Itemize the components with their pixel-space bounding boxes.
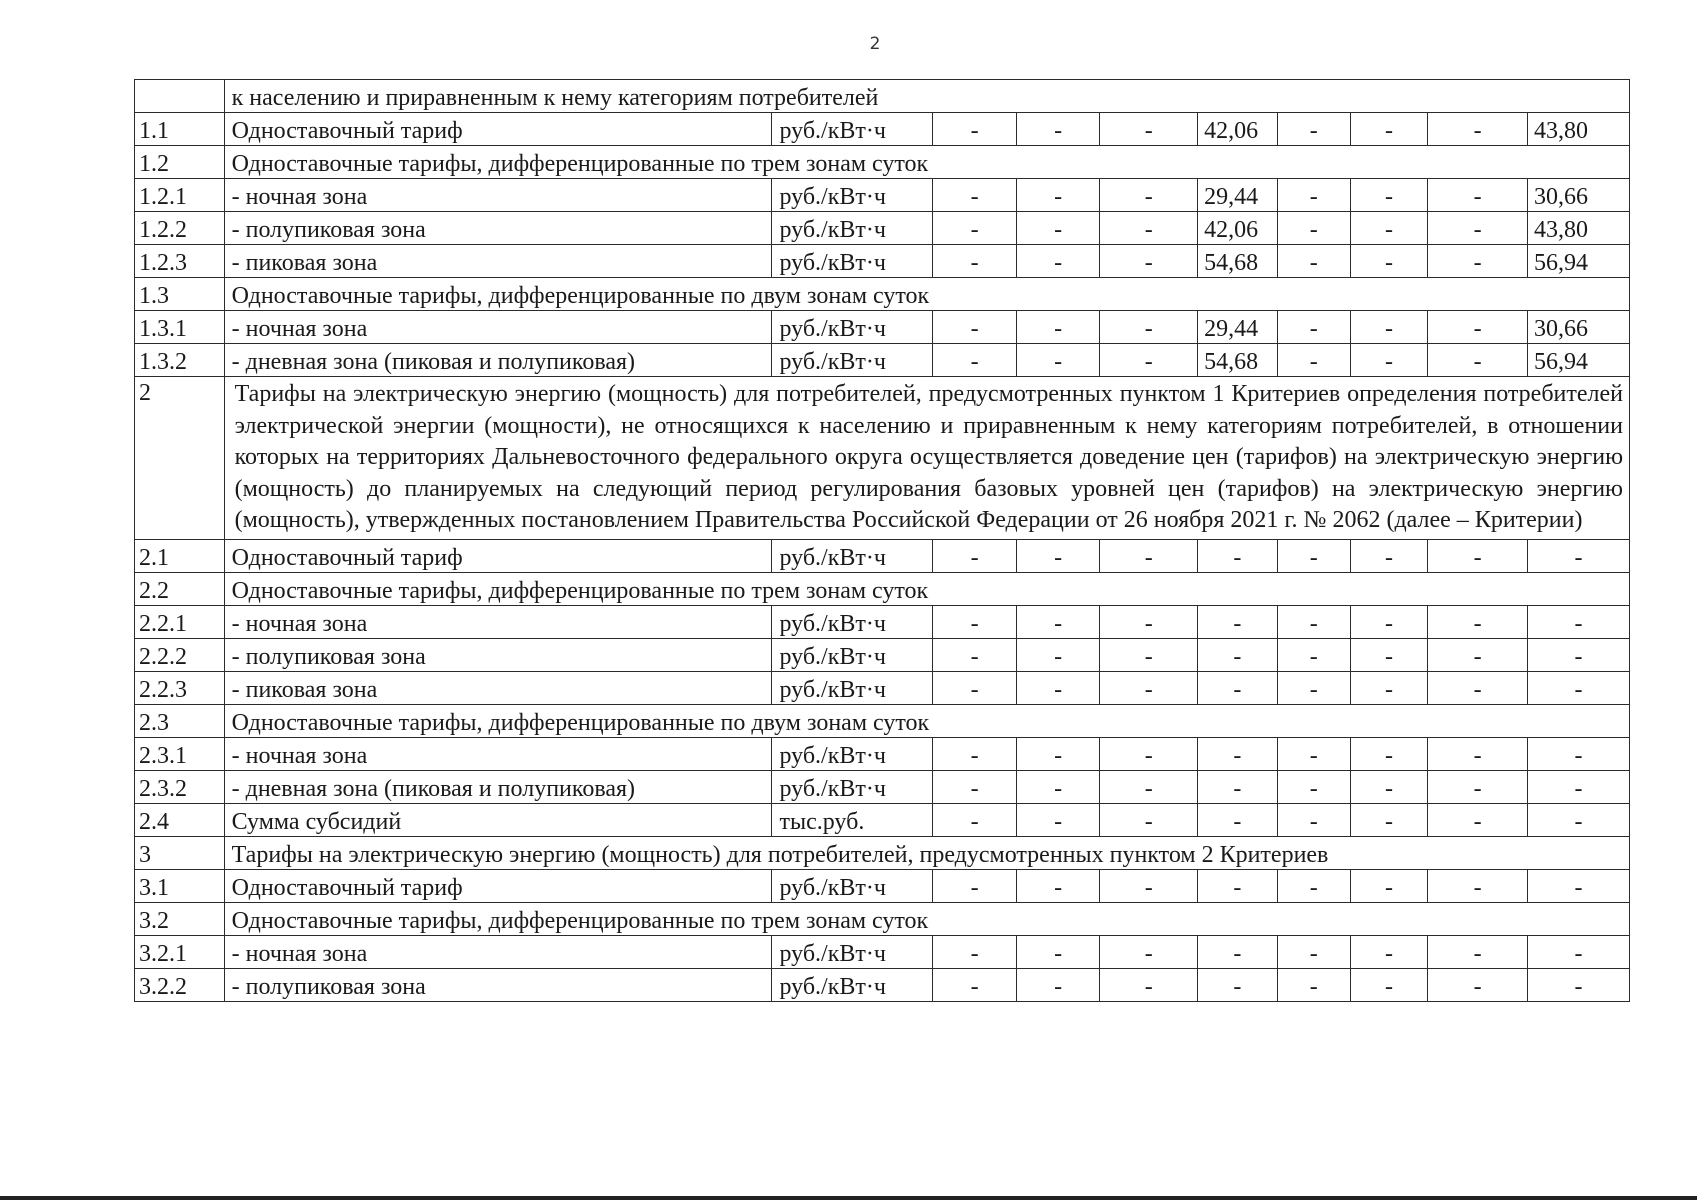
value-cell: -	[1528, 803, 1630, 836]
value-cell: -	[1428, 344, 1528, 377]
section-heading-cell: к населению и приравненным к нему категориям потребителей	[224, 80, 1629, 113]
row-label-cell: Сумма субсидий	[224, 803, 772, 836]
value-cell: -	[1016, 935, 1100, 968]
row-number-cell: 3.2	[135, 902, 225, 935]
row-label-cell: - полупиковая зона	[224, 212, 772, 245]
row-number-cell: 1.3.2	[135, 344, 225, 377]
section-heading-cell: Одноставочные тарифы, дифференцированные по двум зонам суток	[224, 704, 1629, 737]
row-label-cell: - полупиковая зона	[224, 638, 772, 671]
value-cell: 42,06	[1198, 212, 1277, 245]
value-cell: -	[1277, 638, 1350, 671]
value-cell: -	[1350, 311, 1427, 344]
value-cell: -	[933, 245, 1017, 278]
row-number-cell: 2	[135, 377, 225, 540]
row-label-cell: - ночная зона	[224, 311, 772, 344]
row-label-cell: - дневная зона (пиковая и полупиковая)	[224, 344, 772, 377]
value-cell: 29,44	[1198, 311, 1277, 344]
row-number-cell: 2.2.3	[135, 671, 225, 704]
value-cell: -	[933, 671, 1017, 704]
value-cell: -	[1428, 770, 1528, 803]
row-number-cell	[135, 80, 225, 113]
row-number-cell: 3.2.1	[135, 935, 225, 968]
value-cell: -	[1428, 935, 1528, 968]
value-cell: -	[1016, 539, 1100, 572]
value-cell: 56,94	[1528, 245, 1630, 278]
value-cell: 42,06	[1198, 113, 1277, 146]
row-label-cell: Одноставочный тариф	[224, 113, 772, 146]
value-cell: -	[1528, 770, 1630, 803]
value-cell: 30,66	[1528, 311, 1630, 344]
value-cell: -	[1016, 638, 1100, 671]
value-cell: -	[1198, 671, 1277, 704]
row-label-cell: - пиковая зона	[224, 245, 772, 278]
value-cell: -	[1198, 605, 1277, 638]
value-cell: -	[1277, 311, 1350, 344]
value-cell: 29,44	[1198, 179, 1277, 212]
value-cell: -	[933, 638, 1017, 671]
row-number-cell: 3.2.2	[135, 968, 225, 1001]
value-cell: -	[1016, 803, 1100, 836]
value-cell: -	[1016, 311, 1100, 344]
value-cell: -	[1277, 770, 1350, 803]
value-cell: -	[1350, 212, 1427, 245]
value-cell: -	[1528, 935, 1630, 968]
value-cell: -	[1350, 869, 1427, 902]
value-cell: -	[1277, 803, 1350, 836]
value-cell: -	[1528, 869, 1630, 902]
value-cell: -	[933, 935, 1017, 968]
value-cell: -	[1016, 113, 1100, 146]
value-cell: -	[1277, 539, 1350, 572]
value-cell: -	[1198, 770, 1277, 803]
value-cell: -	[1100, 344, 1198, 377]
value-cell: -	[933, 803, 1017, 836]
unit-cell: руб./кВт·ч	[772, 671, 933, 704]
table-section-row	[135, 902, 1630, 935]
value-cell: -	[1528, 605, 1630, 638]
value-cell: -	[1016, 344, 1100, 377]
value-cell: 56,94	[1528, 344, 1630, 377]
unit-cell: руб./кВт·ч	[772, 605, 933, 638]
row-number-cell: 1.3	[135, 278, 225, 311]
value-cell: -	[1528, 737, 1630, 770]
value-cell: -	[1350, 803, 1427, 836]
value-cell: -	[1277, 245, 1350, 278]
unit-cell: руб./кВт·ч	[772, 737, 933, 770]
value-cell: -	[1100, 605, 1198, 638]
value-cell: -	[1100, 539, 1198, 572]
table-row	[135, 113, 1630, 146]
value-cell: -	[1100, 311, 1198, 344]
value-cell: -	[1016, 869, 1100, 902]
value-cell: -	[933, 737, 1017, 770]
value-cell: -	[1428, 671, 1528, 704]
table-row	[135, 737, 1630, 770]
value-cell: -	[1350, 968, 1427, 1001]
row-number-cell: 1.2.2	[135, 212, 225, 245]
row-number-cell: 2.2.2	[135, 638, 225, 671]
section-description-cell: Тарифы на электрическую энергию (мощность) для потребителей, предусмотренных пунктом 1 Критериев определения потребителей электрической энергии (мощности), не относящихся к населению и приравненным к нему категориям потребителей, в отношении которых на территориях Дальневосточного федерального округа осуществляется доведение цен (тарифов) на электрическую энергию (мощность) до планируемых на следующий период регулирования базовых уровней цен (тарифов) на электрическую энергию (мощность), утвержденных постановлением Правительства Российской Федерации от 26 ноября 2021 г. № 2062 (далее – Критерии)	[224, 377, 1629, 540]
tariff-table-body	[135, 80, 1630, 1002]
value-cell: -	[1100, 671, 1198, 704]
table-row	[135, 605, 1630, 638]
unit-cell: руб./кВт·ч	[772, 245, 933, 278]
value-cell: -	[1100, 179, 1198, 212]
table-section-row	[135, 572, 1630, 605]
value-cell: -	[933, 113, 1017, 146]
row-number-cell: 3	[135, 836, 225, 869]
value-cell: -	[933, 179, 1017, 212]
value-cell: -	[1198, 935, 1277, 968]
value-cell: -	[1350, 605, 1427, 638]
value-cell: -	[933, 869, 1017, 902]
row-number-cell: 2.2	[135, 572, 225, 605]
value-cell: -	[1100, 737, 1198, 770]
table-row	[135, 539, 1630, 572]
value-cell: -	[933, 212, 1017, 245]
value-cell: -	[1100, 935, 1198, 968]
value-cell: -	[1277, 344, 1350, 377]
row-number-cell: 1.2.3	[135, 245, 225, 278]
value-cell: -	[1350, 539, 1427, 572]
value-cell: -	[933, 770, 1017, 803]
row-number-cell: 1.3.1	[135, 311, 225, 344]
table-row	[135, 638, 1630, 671]
table-row	[135, 311, 1630, 344]
row-number-cell: 2.2.1	[135, 605, 225, 638]
value-cell: -	[1277, 179, 1350, 212]
row-label-cell: - пиковая зона	[224, 671, 772, 704]
value-cell: -	[1428, 638, 1528, 671]
value-cell: -	[1428, 113, 1528, 146]
value-cell: -	[1198, 638, 1277, 671]
table-row	[135, 179, 1630, 212]
value-cell: -	[1528, 671, 1630, 704]
row-number-cell: 2.4	[135, 803, 225, 836]
row-number-cell: 3.1	[135, 869, 225, 902]
value-cell: -	[1350, 737, 1427, 770]
unit-cell: руб./кВт·ч	[772, 935, 933, 968]
value-cell: -	[1350, 245, 1427, 278]
value-cell: -	[1350, 344, 1427, 377]
value-cell: 43,80	[1528, 212, 1630, 245]
unit-cell: руб./кВт·ч	[772, 638, 933, 671]
value-cell: -	[1016, 212, 1100, 245]
value-cell: -	[1350, 179, 1427, 212]
table-row	[135, 935, 1630, 968]
unit-cell: руб./кВт·ч	[772, 539, 933, 572]
row-number-cell: 2.3	[135, 704, 225, 737]
section-heading-cell: Одноставочные тарифы, дифференцированные по трем зонам суток	[224, 902, 1629, 935]
value-cell: -	[1277, 671, 1350, 704]
table-section-row	[135, 80, 1630, 113]
value-cell: 54,68	[1198, 245, 1277, 278]
value-cell: -	[1350, 113, 1427, 146]
value-cell: -	[1428, 968, 1528, 1001]
value-cell: 30,66	[1528, 179, 1630, 212]
row-label-cell: - полупиковая зона	[224, 968, 772, 1001]
value-cell: -	[1428, 245, 1528, 278]
row-number-cell: 1.1	[135, 113, 225, 146]
table-section-row	[135, 836, 1630, 869]
table-section-row	[135, 704, 1630, 737]
row-number-cell: 1.2.1	[135, 179, 225, 212]
value-cell: -	[1528, 968, 1630, 1001]
row-number-cell: 1.2	[135, 146, 225, 179]
unit-cell: руб./кВт·ч	[772, 869, 933, 902]
row-label-cell: Одноставочный тариф	[224, 539, 772, 572]
value-cell: -	[1016, 179, 1100, 212]
unit-cell: руб./кВт·ч	[772, 179, 933, 212]
value-cell: -	[1277, 212, 1350, 245]
value-cell: -	[1100, 245, 1198, 278]
table-row	[135, 803, 1630, 836]
row-number-cell: 2.3.1	[135, 737, 225, 770]
value-cell: -	[1428, 311, 1528, 344]
value-cell: -	[933, 605, 1017, 638]
table-paragraph-row	[135, 377, 1630, 540]
value-cell: -	[1100, 212, 1198, 245]
row-number-cell: 2.1	[135, 539, 225, 572]
value-cell: -	[1350, 671, 1427, 704]
value-cell: -	[1016, 245, 1100, 278]
value-cell: -	[1100, 638, 1198, 671]
unit-cell: руб./кВт·ч	[772, 968, 933, 1001]
table-row	[135, 344, 1630, 377]
table-section-row	[135, 146, 1630, 179]
page-number: 2	[869, 34, 881, 54]
value-cell: -	[1428, 737, 1528, 770]
value-cell: -	[1277, 968, 1350, 1001]
value-cell: -	[1100, 770, 1198, 803]
value-cell: -	[1350, 638, 1427, 671]
row-number-cell: 2.3.2	[135, 770, 225, 803]
value-cell: -	[1428, 869, 1528, 902]
value-cell: -	[1016, 671, 1100, 704]
value-cell: -	[1100, 968, 1198, 1001]
value-cell: -	[933, 539, 1017, 572]
value-cell: -	[1428, 212, 1528, 245]
value-cell: -	[1100, 869, 1198, 902]
value-cell: -	[1100, 113, 1198, 146]
value-cell: -	[1016, 968, 1100, 1001]
value-cell: 43,80	[1528, 113, 1630, 146]
value-cell: -	[1016, 737, 1100, 770]
value-cell: -	[1428, 179, 1528, 212]
value-cell: -	[1350, 770, 1427, 803]
row-label-cell: Одноставочный тариф	[224, 869, 772, 902]
unit-cell: руб./кВт·ч	[772, 344, 933, 377]
table-row	[135, 770, 1630, 803]
value-cell: -	[1428, 539, 1528, 572]
row-label-cell: - ночная зона	[224, 179, 772, 212]
value-cell: -	[1277, 605, 1350, 638]
table-row	[135, 212, 1630, 245]
scan-bottom-edge	[0, 1196, 1697, 1200]
value-cell: -	[1198, 968, 1277, 1001]
table-row	[135, 968, 1630, 1001]
row-label-cell: - ночная зона	[224, 935, 772, 968]
value-cell: -	[1198, 869, 1277, 902]
section-heading-cell: Одноставочные тарифы, дифференцированные по трем зонам суток	[224, 572, 1629, 605]
value-cell: -	[1277, 935, 1350, 968]
unit-cell: руб./кВт·ч	[772, 212, 933, 245]
section-heading-cell: Одноставочные тарифы, дифференцированные по трем зонам суток	[224, 146, 1629, 179]
value-cell: -	[1016, 770, 1100, 803]
unit-cell: руб./кВт·ч	[772, 113, 933, 146]
value-cell: -	[1277, 113, 1350, 146]
value-cell: -	[1198, 539, 1277, 572]
row-label-cell: - ночная зона	[224, 737, 772, 770]
table-row	[135, 671, 1630, 704]
value-cell: 54,68	[1198, 344, 1277, 377]
unit-cell: руб./кВт·ч	[772, 770, 933, 803]
section-heading-cell: Одноставочные тарифы, дифференцированные по двум зонам суток	[224, 278, 1629, 311]
value-cell: -	[1528, 539, 1630, 572]
table-section-row	[135, 278, 1630, 311]
table-row	[135, 869, 1630, 902]
value-cell: -	[1016, 605, 1100, 638]
value-cell: -	[1198, 803, 1277, 836]
value-cell: -	[1198, 737, 1277, 770]
value-cell: -	[1528, 638, 1630, 671]
value-cell: -	[933, 968, 1017, 1001]
value-cell: -	[933, 311, 1017, 344]
value-cell: -	[1350, 935, 1427, 968]
value-cell: -	[1428, 605, 1528, 638]
row-label-cell: - дневная зона (пиковая и полупиковая)	[224, 770, 772, 803]
row-label-cell: - ночная зона	[224, 605, 772, 638]
section-heading-cell: Тарифы на электрическую энергию (мощность) для потребителей, предусмотренных пунктом 2 Критериев	[224, 836, 1629, 869]
value-cell: -	[933, 344, 1017, 377]
tariff-table	[134, 79, 1630, 1002]
value-cell: -	[1100, 803, 1198, 836]
value-cell: -	[1428, 803, 1528, 836]
value-cell: -	[1277, 737, 1350, 770]
unit-cell: руб./кВт·ч	[772, 311, 933, 344]
unit-cell: тыс.руб.	[772, 803, 933, 836]
table-row	[135, 245, 1630, 278]
value-cell: -	[1277, 869, 1350, 902]
